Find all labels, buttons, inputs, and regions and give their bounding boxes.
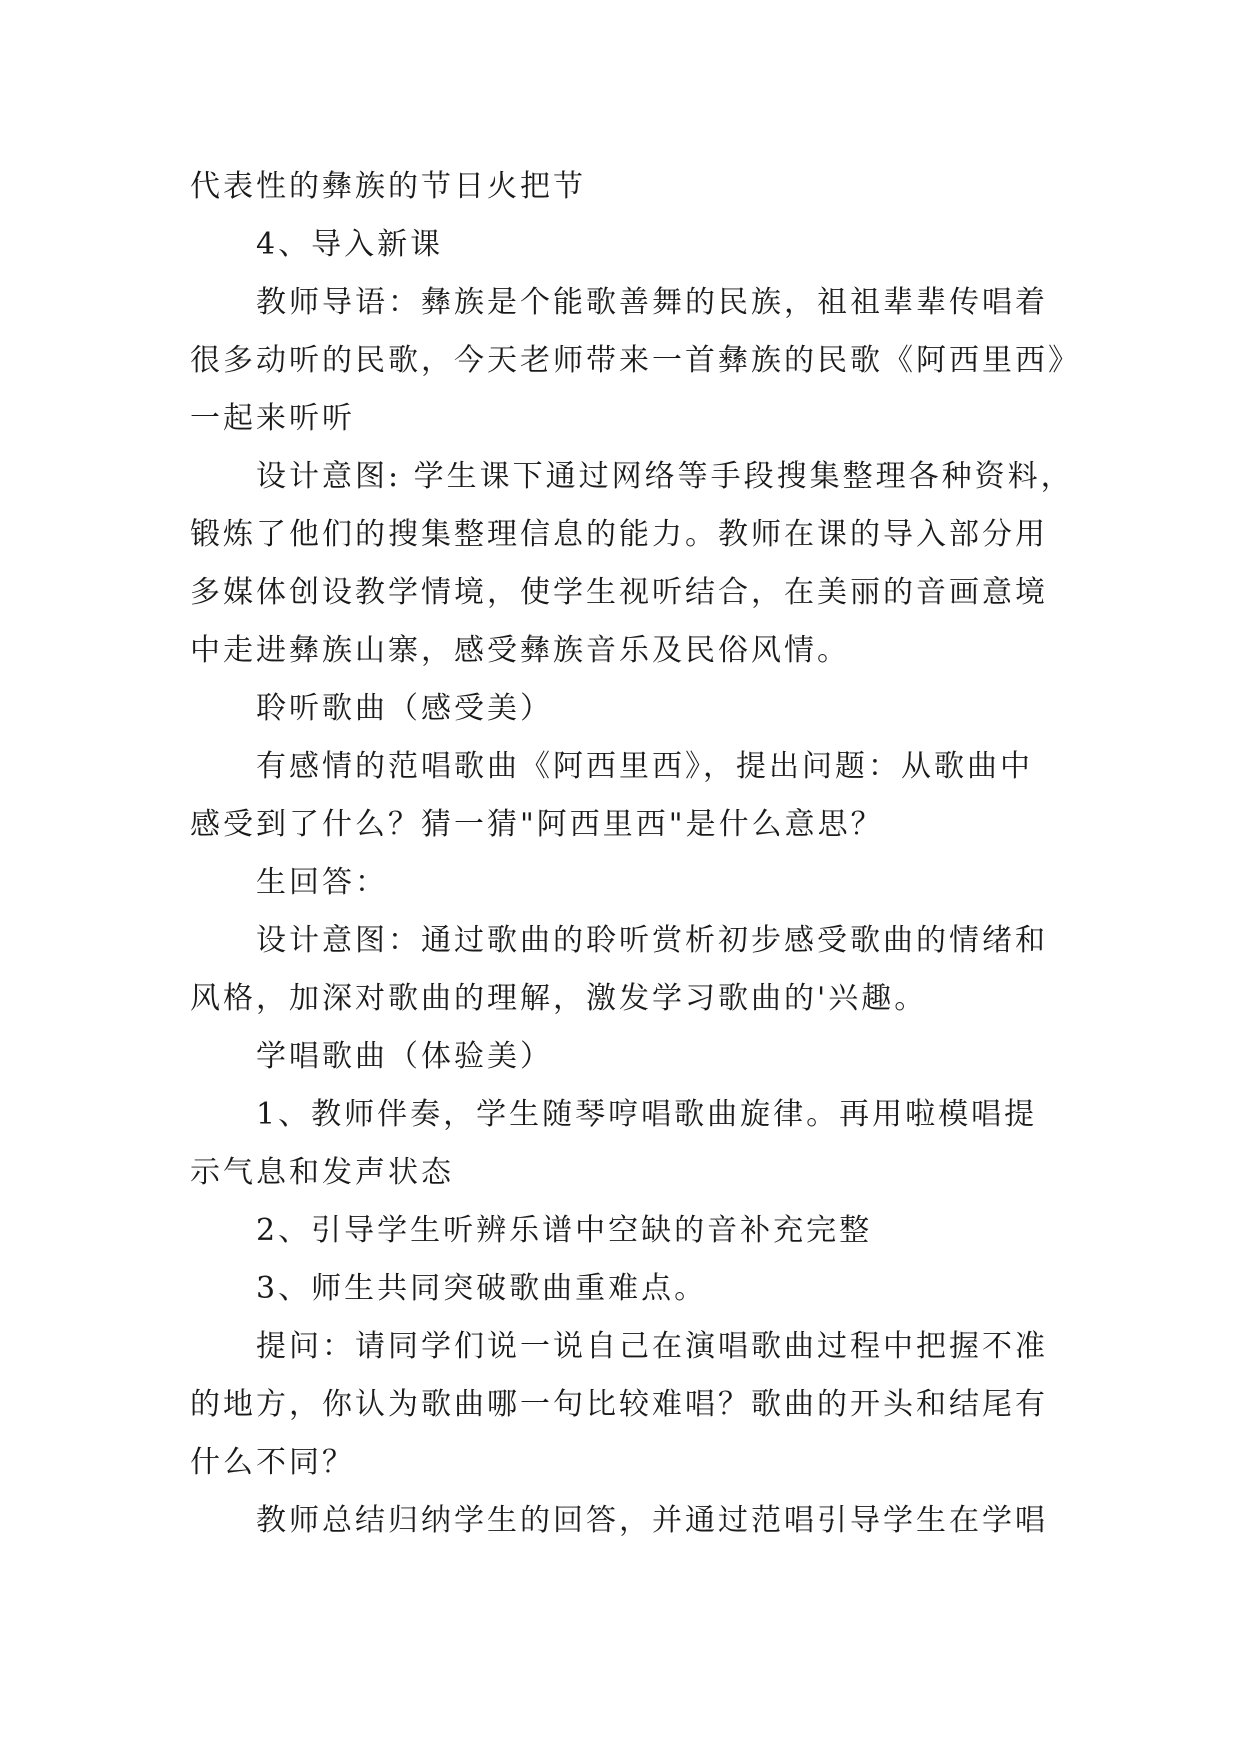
text-line: 很多动听的民歌，今天老师带来一首彝族的民歌《阿西里西》: [190, 343, 1081, 378]
text-line: 设计意图：通过歌曲的聆听赏析初步感受歌曲的情绪和: [256, 923, 1048, 958]
text-line: 的地方，你认为歌曲哪一句比较难唱？歌曲的开头和结尾有: [190, 1387, 1048, 1422]
text-line: 感受到了什么？猜一猜"阿西里西"是什么意思？: [190, 807, 884, 842]
text-line: 代表性的彝族的节日火把节: [190, 169, 586, 204]
text-line: 什么不同？: [190, 1445, 355, 1480]
text-line: 锻炼了他们的搜集整理信息的能力。教师在课的导入部分用: [190, 517, 1048, 552]
text-line: 3、师生共同突破歌曲重难点。: [256, 1271, 708, 1306]
document-page: [190, 158, 1081, 1550]
text-line: 中走进彝族山寨，感受彝族音乐及民俗风情。: [190, 633, 850, 668]
text-line: 教师总结归纳学生的回答，并通过范唱引导学生在学唱: [256, 1503, 1048, 1538]
text-line: 1、教师伴奏，学生随琴哼唱歌曲旋律。再用啦模唱提: [256, 1097, 1038, 1132]
heading-line: 聆听歌曲（感受美）: [256, 691, 553, 726]
text-line: 示气息和发声状态: [190, 1155, 454, 1190]
text-line: 2、引导学生听辨乐谱中空缺的音补充完整: [256, 1213, 873, 1248]
heading-line: 学唱歌曲（体验美）: [256, 1039, 553, 1074]
text-line: 教师导语：彝族是个能歌善舞的民族，祖祖辈辈传唱着: [256, 285, 1048, 320]
text-line: 设计意图: 学生课下通过网络等手段搜集整理各种资料，: [256, 459, 1074, 494]
text-line: 风格，加深对歌曲的理解，激发学习歌曲的'兴趣。: [190, 981, 928, 1016]
text-line: 生回答：: [256, 865, 388, 900]
text-line: 提问：请同学们说一说自己在演唱歌曲过程中把握不准: [256, 1329, 1048, 1364]
text-line: 多媒体创设教学情境，使学生视听结合，在美丽的音画意境: [190, 575, 1048, 610]
heading-line: 4、导入新课: [256, 227, 444, 262]
text-line: 一起来听听: [190, 401, 355, 436]
text-line: 有感情的范唱歌曲《阿西里西》，提出问题：从歌曲中: [256, 749, 1033, 784]
